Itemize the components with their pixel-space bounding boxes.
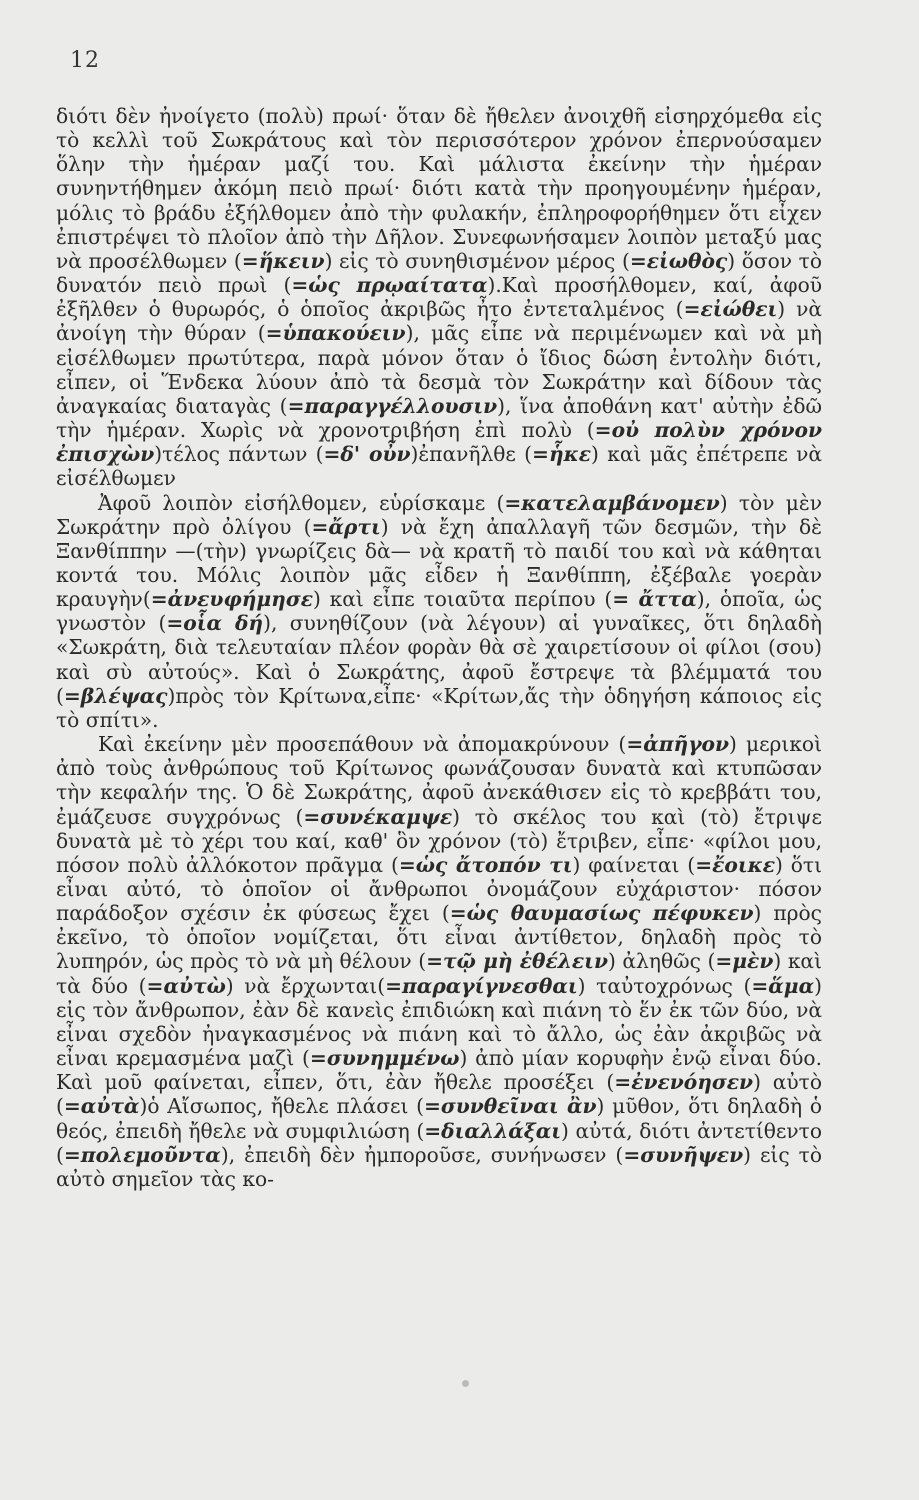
text-run: ), συνηθίζουν (νὰ λέγουν) αἱ γυναῖκες, ὅτι δηλαδὴ «Σωκράτη, διὰ τελευταίαν πλέον φορὰν θὰ σὲ χαιρετίσουν οἱ φίλοι (σου) καὶ σὺ αὐτούς». Καὶ ὁ Σωκράτης, ἀφοῦ ἔστρεψε τὰ βλέμματά του ( [56,611,822,708]
body-text [56,104,822,1191]
gloss-term: =ὡς πρῳαίτατα [291,273,488,298]
gloss-term: =παραγγέλλουσιν [287,393,498,418]
gloss-term: =ἀνευφήμησε [150,587,313,612]
gloss-term: =εἰωθὸς [629,248,728,273]
gloss-term: =διαλλάξαι [424,1118,562,1143]
text-run: ) εἰς τὸν ἄνθρωπον, ἐὰν δὲ κανεὶς ἐπιδιώκη καὶ πιάνη τὸ ἕν ἐκ τῶν δύο, νὰ εἶναι σχεδὸν ἠναγκασμένος νὰ πιάνη καὶ τὸ ἄλλο, ὡς ἐὰν ἀκριβῶς νὰ εἶναι κρεμασμένα μαζὶ ( [56,973,823,1071]
gloss-term: =ἐνενόησεν [614,1070,754,1095]
gloss-term: =συνημμένω [309,1046,460,1071]
text-run: ), ὁποῖα, ὡς γνωστὸν ( [56,587,822,636]
text-run: Καὶ ἐκείνην μὲν προσεπάθουν νὰ ἀπομακρύνουν ( [98,732,627,757]
gloss-term: =ἧκε [532,442,592,467]
text-run: ) νὰ ἀνοίγη τὴν θύραν ( [56,297,822,346]
text-run: ) καὶ εἶπε τοιαῦτα περίπου ( [313,587,613,612]
gloss-term: =αὐτὼ [146,973,226,998]
text-run: ) τὸ σκέλος του καὶ (τὸ) ἔτριψε δυνατὰ μὲ τὸ χέρι του καί, καθ' ὃν χρόνον (τὸ) ἔτριβεν, εἶπε· «φίλοι μου, πόσον πολὺ ἀλλόκοτον πρᾶγμα ( [56,804,823,877]
gloss-term: =αὐτὰ [63,1094,140,1119]
gloss-term: =παραγίγνεσθαι [385,973,578,998]
gloss-term: =ἀπῆγον [626,732,730,757]
gloss-term: =ἄρτι [311,514,381,539]
paragraph [56,732,822,1191]
text-run: ) μῦθον, ὅτι δηλαδὴ ὁ θεός, ἐπειδὴ ἤθελε νὰ συμφιλιώση ( [56,1094,822,1143]
text-run: ) μερικοὶ ἀπὸ τοὺς ἀνθρώπους τοῦ Κρίτωνος φωνάζουσαν δυνατὰ καὶ κτυπῶσαν τὴν κεφαλήν της. Ὁ δὲ Σωκράτης, ἀφοῦ ἀνεκάθισεν εἰς τὸ κρεββάτι του, ἐμάζευσε συγχρόνως ( [56,732,823,829]
gloss-term: =εἰώθει [683,297,778,322]
text-run: ) αὐτά, διότι ἀντετίθεντο ( [56,1118,822,1167]
ink-speck [462,1380,469,1387]
text-run: )πρὸς τὸν Κρίτωνα,εἶπε· «Κρίτων,ἄς τὴν ὁδηγήση κάποιος εἰς τὸ σπίτι». [56,683,822,732]
page-number: 12 [70,48,100,73]
text-run: ) καὶ μᾶς ἐπέτρεπε νὰ εἰσέλθωμεν [56,442,822,491]
text-run: ) ὅτι εἶναι αὐτό, τὸ ὁποῖον οἱ ἄνθρωποι ὀνομάζουν εὐχάριστον· πόσον παράδοξον σχέσιν ἐκ φύσεως ἔχει ( [56,852,823,926]
text-run: ) εἰς τὸ αὐτὸ σημεῖον τὰς κο- [56,1142,822,1191]
gloss-term: =τῷ μὴ ἐθέλειν [426,949,608,974]
text-run: ) ὅσον τὸ δυνατόν πειὸ πρωὶ ( [56,248,823,298]
text-run: διότι δὲν ἠνοίγετο (πολὺ) πρωί· ὅταν δὲ ἤθελεν ἀνοιχθῆ εἰσηρχόμεθα εἰς τὸ κελλὶ τοῦ Σωκράτους καὶ τὸν περισσότερον χρόνον ἐπερνούσαμεν ὅλην τὴν ἡμέραν μαζί του. Καὶ μάλιστα ἐκείνην τὴν ἡμέραν συνηντήθημεν ἀκόμη πειὸ πρωί· διότι κατὰ τὴν προηγουμένην ἡμέραν, μόλις τὸ βράδυ ἐξήλθομεν ἀπὸ τὴν φυλακήν, ἐπληροφορήθημεν ὅτι εἶχεν ἐπιστρέψει τὸ πλοῖον ἀπὸ τὴν Δῆλον. Συνεφωνήσαμεν λοιπὸν μεταξύ μας νὰ προσέλθωμεν ( [56,104,822,273]
gloss-term: =πολεμοῦντα [63,1142,221,1167]
text-run: ) πρὸς ἐκεῖνο, τὸ ὁποῖον νομίζεται, ὅτι εἶναι ἀντίθετον, δηλαδὴ πρὸς τὸ λυπηρόν, ὡς πρὸς τὸ νὰ μὴ θέλουν ( [56,901,822,974]
text-run: ) φαίνεται ( [572,852,696,877]
text-run: ), ἵνα ἀποθάνη κατ' αὐτὴν ἐδῶ τὴν ἡμέραν. Χωρὶς νὰ χρονοτριβήση ἐπὶ πολὺ ( [56,393,822,443]
text-run: ), ἐπειδὴ δὲν ἠμποροῦσε, συνήνωσεν ( [220,1142,624,1167]
gloss-term: =ἅμα [751,973,815,998]
gloss-term: =βλέψας [63,683,168,708]
text-run: ) ἀληθῶς ( [607,949,716,974]
gloss-term: =οὐ πολὺν χρόνον ἐπισχὼν [56,418,822,467]
gloss-term: = ἄττα [612,587,697,612]
gloss-term: =μὲν [715,949,774,974]
text-run: ), μᾶς εἶπε νὰ περιμένωμεν καὶ νὰ μὴ εἰσέλθωμεν πρωτύτερα, παρὰ μόνον ὅταν ὁ ἴδιος δώση ἐντολὴν διότι, εἶπεν, οἱ Ἕνδεκα λύουν ἀπὸ τὰ δεσμὰ τὸν Σωκράτην καὶ δίδουν τὰς ἀναγκαίας διαταγὰς ( [56,321,823,418]
gloss-term: =ὑπακούειν [265,321,406,346]
text-run: )ὁ Αἴσωπος, ἤθελε πλάσει ( [139,1094,424,1119]
gloss-term: =ὡς ἄτοπόν τι [398,852,573,877]
text-run: ).Καὶ προσήλθομεν, καί, ἀφοῦ ἐξῆλθεν ὁ θυρωρός, ὁ ὁποῖος ἀκριβῶς ἦτο ἐντεταλμένος ( [56,273,822,322]
paragraph [56,104,822,491]
gloss-term: =κατελαμβάνομεν [504,490,720,515]
text-run: )ἐπανῆλθε ( [410,442,533,467]
text-run: ) καὶ τὰ δύο ( [56,949,822,998]
paragraph [56,491,822,733]
text-run: ) αὐτὸ ( [56,1070,822,1119]
text-run: ) νὰ ἔρχωνται( [225,973,386,998]
gloss-term: =ἥκειν [241,248,325,273]
text-run: ) ἀπὸ μίαν κορυφὴν ἐνῷ εἶναι δύο. Καὶ μοῦ φαίνεται, εἶπεν, ὅτι, ἐὰν ἤθελε προσέξει ( [56,1046,823,1095]
gloss-term: =ἔοικε [695,852,776,877]
gloss-term: =δ' οὖν [323,442,411,467]
text-run: Ἀφοῦ λοιπὸν εἰσήλθομεν, εὑρίσκαμε ( [98,490,505,515]
gloss-term: =οἷα δή [166,611,264,636]
gloss-term: =συνέκαμψε [303,804,453,829]
text-run: ) τὸν μὲν Σωκράτην πρὸ ὀλίγου ( [56,490,822,539]
text-run: )τέλος πάντων ( [154,442,324,467]
gloss-term: =συνῆψεν [623,1142,744,1167]
text-run: ) εἰς τὸ συνηθισμένον μέρος ( [324,248,630,273]
gloss-term: =συνθεῖναι ἂν [423,1094,597,1119]
gloss-term: =ὡς θαυμασίως πέφυκεν [449,901,754,926]
text-run: ) νὰ ἔχη ἀπαλλαγῆ τῶν δεσμῶν, τὴν δὲ Ξανθίππην —(τὴν) γνωρίζεις δὰ— νὰ κρατῆ τὸ παιδί του καὶ νὰ κάθηται κοντά του. Μόλις λοιπὸν μᾶς εἶδεν ἡ Ξανθίππη, ἐξέβαλε γοερὰν κραυγὴν( [56,514,822,612]
text-run: ) ταὐτοχρόνως ( [577,973,752,998]
